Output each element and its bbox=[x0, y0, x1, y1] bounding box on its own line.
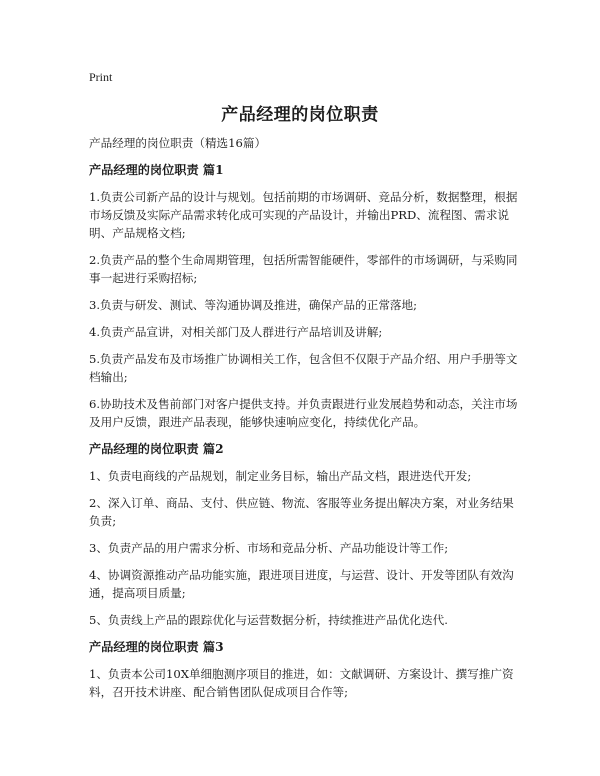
list-item: 3.负责与研发、测试、等沟通协调及推进，确保产品的正常落地; bbox=[89, 298, 418, 312]
section-heading: 产品经理的岗位职责 篇2 bbox=[89, 442, 224, 456]
section-1 bbox=[89, 161, 519, 431]
list-item: 3、负责产品的用户需求分析、市场和竞品分析、产品功能设计等工作; bbox=[89, 541, 449, 555]
list-item: 6.协助技术及售前部门对客户提供支持。并负责跟进行业发展趋势和动态，关注市场及用户反馈，跟进产品表现，能够快速响应变化，持续优化产品。 bbox=[89, 397, 518, 429]
list-item: 4.负责产品宣讲，对相关部门及人群进行产品培训及讲解; bbox=[89, 325, 383, 339]
list-item: 2.负责产品的整个生命周期管理，包括所需智能硬件，零部件的市场调研，与采购同事一起进行采购招标; bbox=[89, 253, 518, 285]
print-label: Print bbox=[89, 70, 113, 84]
page-title: 产品经理的岗位职责 bbox=[221, 105, 379, 125]
list-item: 1.负责公司新产品的设计与规划。包括前期的市场调研、竞品分析，数据整理，根据市场反馈及实际产品需求转化成可实现的产品设计，并输出PRD、流程图、需求说明、产品规格文档; bbox=[89, 190, 518, 240]
section-2 bbox=[89, 440, 519, 629]
list-item: 1、负责本公司10X单细胞测序项目的推进，如：文献调研、方案设计、撰写推广资料，召开技术讲座、配合销售团队促成项目合作等; bbox=[89, 667, 514, 699]
section-3 bbox=[89, 638, 519, 701]
list-item: 4、协调资源推动产品功能实施，跟进项目进度，与运营、设计、开发等团队有效沟通，提高项目质量; bbox=[89, 568, 514, 600]
list-item: 5.负责产品发布及市场推广协调相关工作，包含但不仅限于产品介绍、用户手册等文档输出; bbox=[89, 352, 518, 384]
list-item: 5、负责线上产品的跟踪优化与运营数据分析，持续推进产品优化迭代. bbox=[89, 613, 448, 627]
section-heading: 产品经理的岗位职责 篇3 bbox=[89, 640, 224, 654]
list-item: 1、负责电商线的产品规划，制定业务目标，输出产品文档，跟进迭代开发; bbox=[89, 469, 472, 483]
document-subtitle: 产品经理的岗位职责（精选16篇） bbox=[89, 136, 267, 150]
list-item: 2、深入订单、商品、支付、供应链、物流、客服等业务提出解决方案，对业务结果负责; bbox=[89, 496, 514, 528]
document-body bbox=[89, 134, 519, 710]
section-heading: 产品经理的岗位职责 篇1 bbox=[89, 163, 224, 177]
